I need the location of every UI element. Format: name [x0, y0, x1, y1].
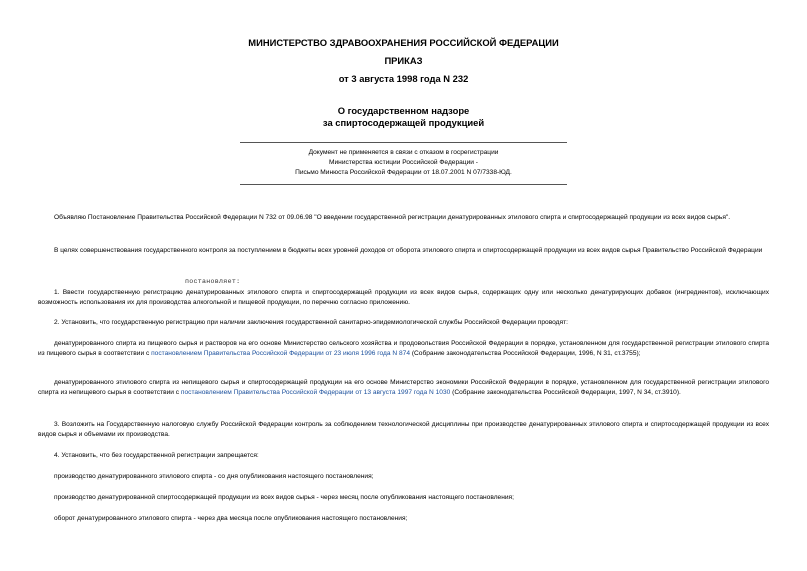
paragraph-announcement-text: Объявляю Постановление Правительства Российской Федерации N 732 от 09.06.98 "О введении государственной регистрации денатурированных этилового спирта и спиртосодержащей продукции из всех видов сырья". — [54, 214, 731, 221]
paragraph-prohibition-1 — [38, 472, 769, 482]
paragraph-prohibition-1-text: производство денатурированного этилового спирта - со дня опубликования настоящего постановления; — [54, 473, 374, 480]
note-divider-top — [240, 142, 567, 143]
paragraph-prohibition-2 — [38, 493, 769, 503]
document-title-line2: за спиртосодержащей продукцией — [322, 117, 485, 128]
paragraph-clause-1-text: 1. Ввести государственную регистрацию денатурированных этилового спирта и спиртосодержащей продукции из всех видов сырья, содержащих одну или несколько денатурирующих добавок (ингредиентов), исключающих возможность использования их для производства алкогольной и пищевой продукции, по перечню согласно приложению. — [38, 289, 769, 307]
paragraph-clause-1 — [38, 288, 769, 308]
paragraph-clause-4 — [38, 451, 769, 461]
paragraph-clause-4-text: 4. Установить, что без государственной регистрации запрещается: — [54, 452, 259, 459]
paragraph-nonfood-spirit — [38, 378, 769, 398]
paragraph-food-spirit-tail: (Собрание законодательства Российской Федерации, 1996, N 31, ст.3755); — [409, 350, 641, 358]
paragraph-nonfood-spirit-tail: (Собрание законодательства Российской Федерации, 1997, N 34, ст.3910). — [450, 389, 681, 397]
ministry-heading: МИНИСТЕРСТВО ЗДРАВООХРАНЕНИЯ РОССИЙСКОЙ ФЕДЕРАЦИИ — [248, 37, 559, 48]
paragraph-prohibition-3-text: оборот денатурированного этилового спирта - через два месяца после опубликования настоящего постановления; — [54, 515, 408, 522]
paragraph-food-spirit-text: денатурированного спирта из пищевого сырья и растворов на его основе Министерство сельского хозяйства и продовольствия Российской Федерации в порядке, установленном для государственной регистрации этилового спирта из пищевого сырья в соответствии с — [38, 340, 769, 358]
document-date-number: от 3 августа 1998 года N 232 — [338, 73, 469, 84]
status-note-line2: Министерства юстиции Российской Федерации - — [329, 159, 478, 166]
status-note-line1: Документ не применяется в связи с отказом в госрегистрации — [308, 149, 499, 156]
paragraph-clause-3-text: 3. Возложить на Государственную налоговую службу Российской Федерации контроль за соблюдением технологической дисциплины при производстве денатурированных этилового спирта и спиртосодержащей продукции из всех видов сырья и объемами их производства. — [38, 421, 769, 439]
postanovlyaet-label: постановляет: — [185, 278, 241, 285]
paragraph-prohibition-2-text: производство денатурированной спиртосодержащей продукции из всех видов сырья - через месяц после опубликования настоящего постановления; — [54, 494, 514, 501]
status-note-line3: Письмо Минюста Российской Федерации от 18.07.2001 N 07/7338-ЮД. — [295, 169, 512, 176]
paragraph-clause-3 — [38, 420, 769, 440]
decree-874-link[interactable]: постановлением Правительства Российской Федерации от 23 июля 1996 года N 874 — [151, 350, 410, 358]
paragraph-clause-2-text: 2. Установить, что государственную регистрацию при наличии заключения государственной санитарно-эпидемиологической службы Российской Федерации проводят: — [54, 319, 568, 326]
paragraph-clause-2 — [38, 318, 769, 328]
paragraph-announcement — [38, 213, 769, 223]
decree-1030-link[interactable]: постановлением Правительства Российской Федерации от 13 августа 1997 года N 1030 — [180, 389, 451, 397]
paragraph-preamble — [38, 246, 769, 256]
note-divider-bottom — [240, 184, 567, 185]
paragraph-preamble-text: В целях совершенствования государственного контроля за поступлением в бюджеты всех уровней доходов от оборота этилового спирта и спиртосодержащей продукции из всех видов сырья Правительство Российской Федерации — [54, 247, 763, 254]
paragraph-food-spirit — [38, 339, 769, 359]
document-type-heading: ПРИКАЗ — [384, 55, 423, 66]
paragraph-nonfood-spirit-text: денатурированного этилового спирта из непищевого сырья и спиртосодержащей продукции на его основе Министерство экономики Российской Федерации в порядке, установленном для государственной регистрации этилового спирта из непищевого сырья в соответствии с — [38, 379, 769, 397]
document-title-line1: О государственном надзоре — [337, 105, 470, 116]
paragraph-prohibition-3 — [38, 514, 769, 524]
